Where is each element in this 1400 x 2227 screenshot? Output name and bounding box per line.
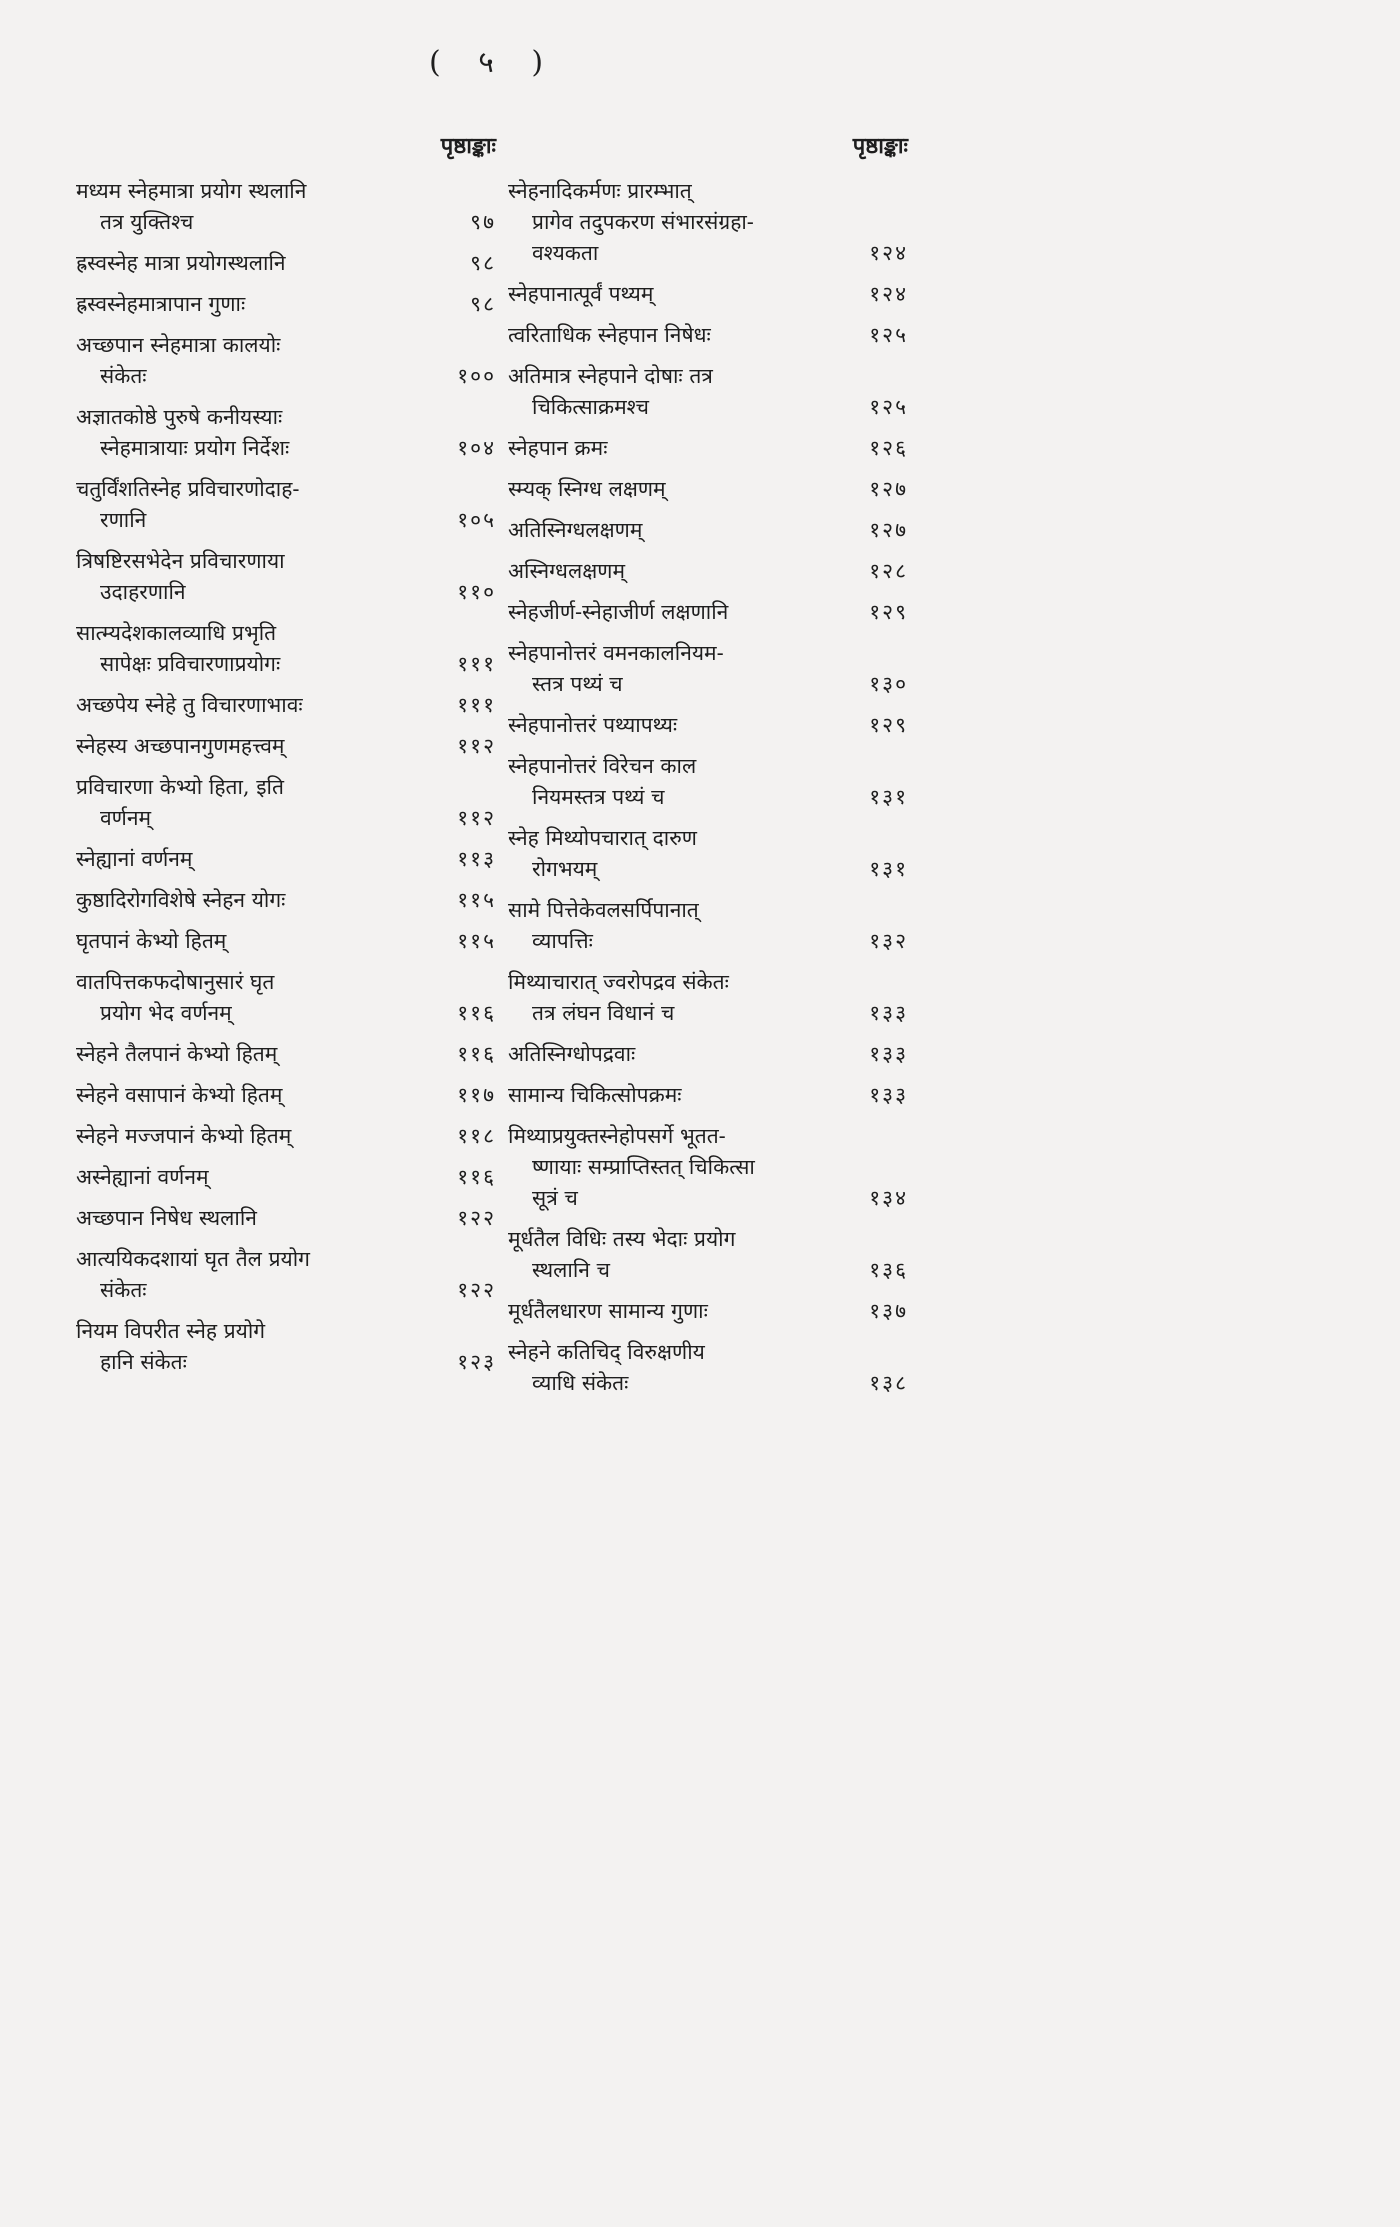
toc-entry bbox=[508, 1121, 908, 1214]
toc-entry-title: अतिस्निग्धोपद्रवाः bbox=[508, 1042, 636, 1066]
toc-entry-title: स्नेहस्य अच्छपानगुणमहत्त्वम् bbox=[76, 734, 285, 758]
toc-entry-page: १२९ bbox=[869, 713, 908, 737]
toc-entry-line bbox=[508, 926, 908, 957]
toc-entry bbox=[76, 1121, 496, 1152]
toc-entry bbox=[76, 248, 496, 279]
toc-entry-title: कुष्ठादिरोगविशेषे स्नेहन योगः bbox=[76, 888, 286, 912]
toc-entry-title: व्यापत्तिः bbox=[532, 929, 593, 953]
toc-entry-title: स्नेहपानोत्तरं पथ्यापथ्यः bbox=[508, 713, 678, 737]
toc-entry-page: १२४ bbox=[869, 241, 908, 265]
toc-entry-line bbox=[508, 669, 908, 700]
toc-entry-title: अस्निग्धलक्षणम् bbox=[508, 559, 626, 583]
toc-entry-title: व्याधि संकेतः bbox=[532, 1371, 629, 1395]
toc-entry-title: चिकित्साक्रमश्च bbox=[532, 395, 649, 419]
toc-entry-line bbox=[76, 176, 496, 207]
toc-entry-line bbox=[508, 1080, 908, 1111]
toc-entry-page: ९८ bbox=[470, 251, 496, 275]
toc-entry-page: १३३ bbox=[869, 1001, 908, 1025]
toc-entry bbox=[76, 402, 496, 464]
toc-entry-line bbox=[508, 1255, 908, 1286]
toc-entry-title: अतिस्निग्धलक्षणम् bbox=[508, 518, 643, 542]
toc-entry-page: १२२ bbox=[457, 1206, 496, 1230]
toc-entry-title: ष्णायाः सम्प्राप्तिस्तत् चिकित्सा bbox=[532, 1155, 755, 1179]
toc-entry-title: वर्णनम् bbox=[100, 806, 152, 830]
toc-entry-page: ११६ bbox=[457, 1042, 496, 1066]
toc-entry-line bbox=[508, 597, 908, 628]
toc-entry-title: स्नेहनादिकर्मणः प्रारम्भात् bbox=[508, 179, 692, 203]
toc-entry-line bbox=[76, 248, 496, 279]
toc-entry-title: सापेक्षः प्रविचारणाप्रयोगः bbox=[100, 652, 281, 676]
right-entry-list bbox=[508, 176, 908, 1399]
toc-entry-line bbox=[76, 649, 496, 680]
toc-entry-line bbox=[508, 361, 908, 392]
toc-entry-line bbox=[76, 772, 496, 803]
toc-entry bbox=[508, 1337, 908, 1399]
toc-entry-line bbox=[508, 320, 908, 351]
toc-entry-line bbox=[508, 782, 908, 813]
toc-entry-title: हानि संकेतः bbox=[100, 1350, 187, 1374]
toc-entry-line bbox=[76, 1121, 496, 1152]
toc-entry-title: स्नेहपानोत्तरं वमनकालनियम- bbox=[508, 641, 724, 665]
toc-entry bbox=[76, 546, 496, 608]
toc-entry bbox=[508, 474, 908, 505]
toc-entry-page: १३६ bbox=[869, 1258, 908, 1282]
toc-entry-line bbox=[76, 1080, 496, 1111]
toc-entry-title: स्नेह मिथ्योपचारात् दारुण bbox=[508, 826, 697, 850]
toc-entry-line bbox=[76, 207, 496, 238]
toc-entry-line bbox=[508, 751, 908, 782]
toc-entry-title: घृतपानं केभ्यो हितम् bbox=[76, 929, 227, 953]
toc-entry bbox=[76, 885, 496, 916]
toc-entry-title: तत्र युक्तिश्च bbox=[100, 210, 194, 234]
toc-entry-line bbox=[508, 1152, 908, 1183]
toc-entry bbox=[508, 895, 908, 957]
toc-entry bbox=[508, 823, 908, 885]
toc-entry-title: सूत्रं च bbox=[532, 1186, 578, 1210]
toc-entry-line bbox=[76, 289, 496, 320]
toc-entry bbox=[508, 515, 908, 546]
toc-entry-line bbox=[508, 1183, 908, 1214]
toc-entry-line bbox=[508, 392, 908, 423]
toc-entry-page: १२२ bbox=[457, 1278, 496, 1302]
toc-entry-page: १११ bbox=[457, 693, 496, 717]
toc-entry-title: संकेतः bbox=[100, 364, 147, 388]
toc-entry bbox=[508, 279, 908, 310]
toc-entry-line bbox=[76, 926, 496, 957]
toc-entry-line bbox=[76, 1275, 496, 1306]
toc-entry-title: स्नेहजीर्ण-स्नेहाजीर्ण लक्षणानि bbox=[508, 600, 729, 624]
toc-entry-page: ११७ bbox=[457, 1083, 496, 1107]
toc-entry-title: स्नेहने कतिचिद् विरुक्षणीय bbox=[508, 1340, 705, 1364]
toc-entry-line bbox=[508, 433, 908, 464]
toc-entry-title: स्थलानि च bbox=[532, 1258, 610, 1282]
toc-entry-line bbox=[508, 854, 908, 885]
toc-entry bbox=[508, 1039, 908, 1070]
toc-entry-line bbox=[508, 1368, 908, 1399]
toc-entry-line bbox=[76, 803, 496, 834]
toc-entry-title: स्म्यक् स्निग्ध लक्षणम् bbox=[508, 477, 666, 501]
toc-entry-line bbox=[76, 577, 496, 608]
toc-entry-line bbox=[76, 1203, 496, 1234]
toc-entry-title: मूर्धतैलधारण सामान्य गुणाः bbox=[508, 1299, 708, 1323]
toc-entry-title: नियम विपरीत स्नेह प्रयोगे bbox=[76, 1319, 266, 1343]
toc-entry-title: स्नेहने तैलपानं केभ्यो हितम् bbox=[76, 1042, 278, 1066]
toc-entry-line bbox=[508, 1337, 908, 1368]
toc-entry-title: प्रविचारणा केभ्यो हिता, इति bbox=[76, 775, 284, 799]
toc-entry-line bbox=[76, 885, 496, 916]
toc-entry-title: स्नेहने मज्जपानं केभ्यो हितम् bbox=[76, 1124, 292, 1148]
toc-entry-title: अच्छपान स्नेहमात्रा कालयोः bbox=[76, 333, 281, 357]
toc-entry-title: त्रिषष्टिरसभेदेन प्रविचारणाया bbox=[76, 549, 285, 573]
toc-entry-title: मिथ्याचारात् ज्वरोपद्रव संकेतः bbox=[508, 970, 729, 994]
left-column-header: पृष्ठाङ्काः bbox=[440, 133, 496, 159]
toc-entry bbox=[76, 1039, 496, 1070]
toc-entry-line bbox=[76, 1316, 496, 1347]
toc-entry bbox=[508, 176, 908, 269]
left-entry-list bbox=[76, 176, 496, 1378]
toc-entry-line bbox=[508, 474, 908, 505]
page-number: ( ५ ) bbox=[428, 45, 558, 80]
toc-entry bbox=[508, 967, 908, 1029]
toc-entry bbox=[508, 1296, 908, 1327]
toc-entry-title: उदाहरणानि bbox=[100, 580, 186, 604]
toc-entry-title: स्नेहपानोत्तरं विरेचन काल bbox=[508, 754, 697, 778]
toc-entry-page: १२७ bbox=[869, 518, 908, 542]
toc-entry-title: चतुर्विंशतिस्नेह प्रविचारणोदाह- bbox=[76, 477, 300, 501]
toc-entry bbox=[76, 1203, 496, 1234]
toc-entry-title: वातपित्तकफदोषानुसारं घृत bbox=[76, 970, 275, 994]
toc-entry-page: १२९ bbox=[869, 600, 908, 624]
toc-entry-line bbox=[508, 207, 908, 238]
toc-entry bbox=[508, 1080, 908, 1111]
toc-entry-line bbox=[508, 1296, 908, 1327]
toc-entry-page: १२८ bbox=[869, 559, 908, 583]
toc-entry-page: ९७ bbox=[470, 210, 496, 234]
toc-entry bbox=[508, 638, 908, 700]
toc-entry-title: प्रयोग भेद वर्णनम् bbox=[100, 1001, 232, 1025]
toc-entry-title: स्नेहने वसापानं केभ्यो हितम् bbox=[76, 1083, 283, 1107]
toc-entry-page: १३१ bbox=[869, 857, 908, 881]
toc-entry-page: ११५ bbox=[457, 888, 496, 912]
toc-entry bbox=[76, 731, 496, 762]
toc-entry bbox=[508, 320, 908, 351]
toc-entry-line bbox=[76, 1244, 496, 1275]
toc-entry-title: अज्ञातकोष्ठे पुरुषे कनीयस्याः bbox=[76, 405, 283, 429]
toc-entry-line bbox=[76, 361, 496, 392]
toc-entry-page: १०० bbox=[457, 364, 496, 388]
toc-entry bbox=[76, 772, 496, 834]
toc-entry-page: १३२ bbox=[869, 929, 908, 953]
toc-entry-line bbox=[508, 967, 908, 998]
toc-entry-page: १२६ bbox=[869, 436, 908, 460]
toc-entry-title: स्नेहमात्रायाः प्रयोग निर्देशः bbox=[100, 436, 290, 460]
toc-entry-title: मूर्धतैल विधिः तस्य भेदाः प्रयोग bbox=[508, 1227, 736, 1251]
toc-entry-page: ११६ bbox=[457, 1001, 496, 1025]
toc-entry-line bbox=[76, 1039, 496, 1070]
toc-entry-line bbox=[76, 402, 496, 433]
toc-entry-title: स्तत्र पथ्यं च bbox=[532, 672, 623, 696]
toc-entry-page: १२५ bbox=[869, 395, 908, 419]
toc-entry-page: ११६ bbox=[457, 1165, 496, 1189]
toc-entry-line bbox=[508, 638, 908, 669]
toc-entry bbox=[76, 690, 496, 721]
toc-entry-line bbox=[508, 1121, 908, 1152]
toc-entry-title: त्वरिताधिक स्नेहपान निषेधः bbox=[508, 323, 711, 347]
toc-entry-line bbox=[508, 998, 908, 1029]
toc-entry-page: १३४ bbox=[869, 1186, 908, 1210]
toc-entry-line bbox=[508, 176, 908, 207]
toc-entry-page: ९८ bbox=[470, 292, 496, 316]
toc-entry-title: स्नेह्यानां वर्णनम् bbox=[76, 847, 193, 871]
toc-entry-page: ११२ bbox=[457, 734, 496, 758]
toc-entry-page: ११५ bbox=[457, 929, 496, 953]
toc-entry bbox=[508, 1224, 908, 1286]
toc-entry-page: १११ bbox=[457, 652, 496, 676]
toc-entry-line bbox=[76, 967, 496, 998]
toc-entry-title: ह्रस्वस्नेहमात्रापान गुणाः bbox=[76, 292, 246, 316]
toc-entry-line bbox=[76, 618, 496, 649]
toc-entry-line bbox=[508, 238, 908, 269]
toc-entry-line bbox=[508, 1039, 908, 1070]
right-column bbox=[508, 130, 908, 1409]
toc-entry-title: मिथ्याप्रयुक्तस्नेहोपसर्गे भूतत- bbox=[508, 1124, 726, 1148]
toc-entry bbox=[76, 844, 496, 875]
toc-entry-title: ह्रस्वस्नेह मात्रा प्रयोगस्थलानि bbox=[76, 251, 286, 275]
toc-entry-page: १३७ bbox=[869, 1299, 908, 1323]
toc-entry-page: १२४ bbox=[869, 282, 908, 306]
toc-entry-line bbox=[76, 1347, 496, 1378]
toc-entry-line bbox=[76, 731, 496, 762]
toc-entry-page: १३३ bbox=[869, 1083, 908, 1107]
toc-entry bbox=[76, 474, 496, 536]
toc-entry-page: १३० bbox=[869, 672, 908, 696]
toc-entry bbox=[76, 1162, 496, 1193]
toc-entry-title: सात्म्यदेशकालव्याधि प्रभृति bbox=[76, 621, 277, 645]
toc-entry-line bbox=[76, 505, 496, 536]
toc-entry bbox=[76, 926, 496, 957]
toc-entry bbox=[76, 1244, 496, 1306]
toc-entry-page: १३३ bbox=[869, 1042, 908, 1066]
toc-entry-line bbox=[76, 690, 496, 721]
toc-entry-page: ११८ bbox=[457, 1124, 496, 1148]
toc-entry-title: प्रागेव तदुपकरण संभारसंग्रहा- bbox=[532, 210, 754, 234]
toc-entry-line bbox=[508, 515, 908, 546]
toc-entry bbox=[76, 1080, 496, 1111]
toc-entry-page: १०५ bbox=[457, 508, 496, 532]
right-column-header: पृष्ठाङ्काः bbox=[852, 133, 908, 159]
toc-entry bbox=[508, 751, 908, 813]
toc-entry bbox=[76, 618, 496, 680]
toc-entry-title: सामान्य चिकित्सोपक्रमः bbox=[508, 1083, 682, 1107]
toc-entry-page: १२५ bbox=[869, 323, 908, 347]
toc-entry bbox=[508, 361, 908, 423]
toc-entry-page: १३१ bbox=[869, 785, 908, 809]
toc-entry bbox=[508, 556, 908, 587]
toc-entry-line bbox=[76, 998, 496, 1029]
toc-entry-title: अच्छपान निषेध स्थलानि bbox=[76, 1206, 257, 1230]
toc-entry-line bbox=[76, 844, 496, 875]
toc-entry-line bbox=[508, 710, 908, 741]
toc-entry-page: ११२ bbox=[457, 806, 496, 830]
toc-entry-line bbox=[76, 474, 496, 505]
toc-entry-title: अतिमात्र स्नेहपाने दोषाः तत्र bbox=[508, 364, 713, 388]
toc-entry-title: रोगभयम् bbox=[532, 857, 598, 881]
toc-entry bbox=[508, 710, 908, 741]
toc-entry bbox=[76, 330, 496, 392]
toc-entry-line bbox=[76, 433, 496, 464]
toc-entry-page: १२३ bbox=[457, 1350, 496, 1374]
toc-entry-title: स्नेहपान क्रमः bbox=[508, 436, 608, 460]
toc-entry-page: १२७ bbox=[869, 477, 908, 501]
toc-entry-title: नियमस्तत्र पथ्यं च bbox=[532, 785, 665, 809]
toc-entry bbox=[76, 1316, 496, 1378]
toc-entry-line bbox=[76, 546, 496, 577]
toc-entry-page: ११० bbox=[457, 580, 496, 604]
toc-entry-title: वश्यकता bbox=[532, 241, 599, 265]
toc-entry bbox=[508, 433, 908, 464]
toc-entry-page: १०४ bbox=[457, 436, 496, 460]
toc-entry-line bbox=[508, 823, 908, 854]
toc-entry-line bbox=[508, 556, 908, 587]
toc-entry-page: १३८ bbox=[869, 1371, 908, 1395]
toc-entry-title: मध्यम स्नेहमात्रा प्रयोग स्थलानि bbox=[76, 179, 307, 203]
toc-entry bbox=[76, 289, 496, 320]
toc-entry-title: सामे पित्तेकेवलसर्पिपानात् bbox=[508, 898, 699, 922]
toc-entry-line bbox=[508, 279, 908, 310]
toc-entry bbox=[76, 967, 496, 1029]
toc-entry-line bbox=[508, 895, 908, 926]
left-column bbox=[76, 130, 496, 1388]
toc-entry-title: अस्नेह्यानां वर्णनम् bbox=[76, 1165, 209, 1189]
toc-entry-page: ११३ bbox=[457, 847, 496, 871]
toc-entry-line bbox=[508, 1224, 908, 1255]
toc-entry bbox=[508, 597, 908, 628]
toc-entry-line bbox=[76, 330, 496, 361]
toc-entry-line bbox=[76, 1162, 496, 1193]
toc-entry-title: आत्ययिकदशायां घृत तैल प्रयोग bbox=[76, 1247, 310, 1271]
toc-entry-title: अच्छपेय स्नेहे तु विचारणाभावः bbox=[76, 693, 303, 717]
toc-entry bbox=[76, 176, 496, 238]
toc-entry-title: स्नेहपानात्पूर्वं पथ्यम् bbox=[508, 282, 654, 306]
toc-entry-title: रणानि bbox=[100, 508, 147, 532]
toc-entry-title: संकेतः bbox=[100, 1278, 147, 1302]
toc-entry-title: तत्र लंघन विधानं च bbox=[532, 1001, 675, 1025]
